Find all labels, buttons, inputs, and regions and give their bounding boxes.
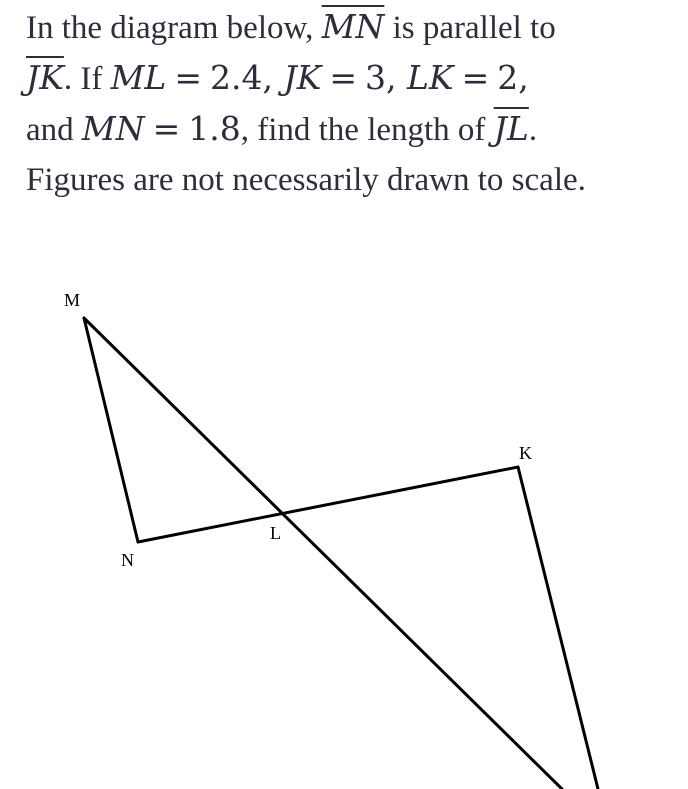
segment-jk: $\overline{JK}$: [26, 58, 64, 97]
var-ml: ML: [110, 58, 167, 97]
value-ml: 2.4: [210, 58, 263, 97]
var-mn: MN: [81, 109, 145, 148]
equals-sign: =: [174, 58, 202, 97]
problem-text: , find the length of: [240, 112, 494, 148]
segment-mn: $\overline{MN}$: [321, 7, 385, 46]
problem-text: is parallel to: [384, 10, 556, 46]
vertex-label-l: L: [270, 523, 281, 543]
scale-note: Figures are not necessarily drawn to scale.: [26, 162, 586, 198]
equals-sign: =: [152, 109, 181, 148]
value-jk: 3: [365, 58, 387, 97]
segment-jl: $\overline{JL}$: [493, 109, 529, 148]
segment-n-k-line: [138, 467, 518, 542]
comma: ,: [386, 58, 407, 97]
value-mn: 1.8: [188, 109, 241, 148]
segment-m-j-line: [84, 318, 562, 789]
comma: ,: [262, 58, 284, 97]
period: .: [528, 112, 538, 148]
segment-k-j-line: [518, 467, 598, 789]
value-lk: 2: [497, 58, 519, 97]
equals-sign: =: [329, 58, 358, 97]
problem-text: In the diagram below,: [26, 10, 322, 46]
vertex-label-k: K: [519, 443, 532, 463]
problem-text: and: [26, 112, 82, 148]
var-lk: LK: [407, 58, 454, 97]
comma: ,: [518, 58, 529, 97]
vertex-label-n: N: [121, 550, 134, 570]
segment-m-n-line: [84, 318, 138, 542]
problem-text: . If: [63, 61, 111, 97]
var-jk: JK: [283, 58, 322, 97]
vertex-label-m: M: [64, 290, 81, 310]
equals-sign: =: [461, 58, 490, 97]
